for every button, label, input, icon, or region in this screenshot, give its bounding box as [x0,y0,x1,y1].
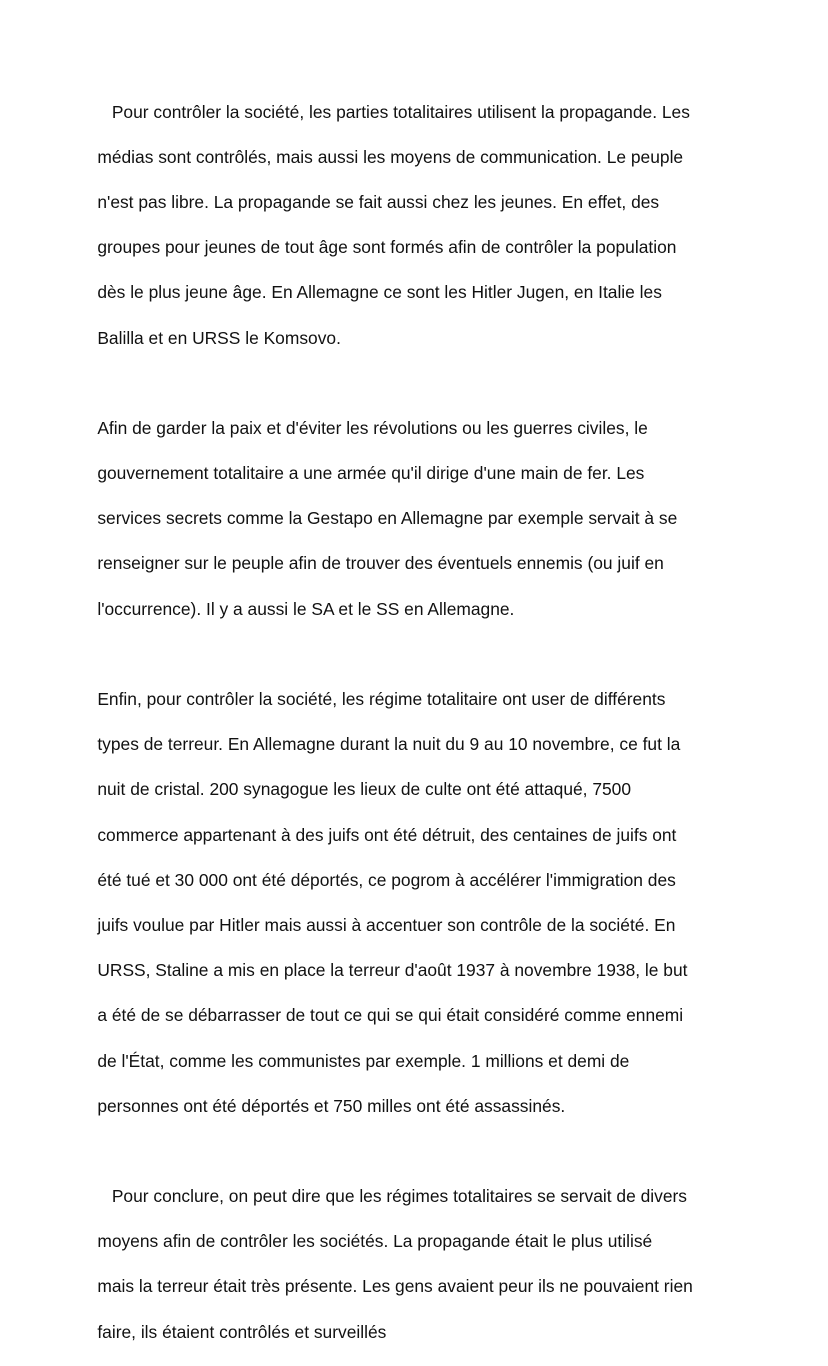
text-line: commerce appartenant à des juifs ont été détruit, des centaines de juifs ont [97,824,677,845]
text-line: renseigner sur le peuple afin de trouver des éventuels ennemis (ou juif en [97,553,664,574]
text-line: URSS, Staline a mis en place la terreur d'août 1937 à novembre 1938, le but [97,960,688,981]
text-line: Pour contrôler la société, les parties totalitaires utilisent la propagande. Les [97,101,690,122]
paragraph-gap [78,372,750,395]
text-line: moyens afin de contrôler les sociétés. La propagande était le plus utilisé [97,1231,653,1252]
text-line: mais la terreur était très présente. Les gens avaient peur ils ne pouvaient rien [97,1276,693,1297]
text-line: Afin de garder la paix et d'éviter les révolutions ou les guerres civiles, le [97,417,648,438]
paragraph-terreur [78,665,750,1139]
text-line: Enfin, pour contrôler la société, les régime totalitaire ont user de différents [97,689,666,710]
text-line: de l'État, comme les communistes par exemple. 1 millions et demi de [97,1050,630,1071]
text-line: gouvernement totalitaire a une armée qu'il dirige d'une main de fer. Les [97,463,645,484]
paragraph-propagande [78,78,750,372]
text-line: l'occurrence). Il y a aussi le SA et le SS en Allemagne. [97,598,515,619]
text-line: a été de se débarrasser de tout ce qui se qui était considéré comme ennemi [97,1005,684,1026]
text-line: services secrets comme la Gestapo en Allemagne par exemple servait à se [97,508,678,529]
text-line: Pour conclure, on peut dire que les régimes totalitaires se servait de divers [97,1186,687,1207]
text-line: groupes pour jeunes de tout âge sont formés afin de contrôler la population [97,237,677,258]
text-line: n'est pas libre. La propagande se fait aussi chez les jeunes. En effet, des [97,191,660,212]
paragraph-armee [78,394,750,643]
text-line: dès le plus jeune âge. En Allemagne ce sont les Hitler Jugen, en Italie les [97,282,662,303]
text-line: médias sont contrôlés, mais aussi les moyens de communication. Le peuple [97,146,684,167]
text-line: nuit de cristal. 200 synagogue les lieux de culte ont été attaqué, 7500 [97,779,632,800]
text-line: Balilla et en URSS le Komsovo. [97,327,341,348]
text-line: personnes ont été déportés et 750 milles ont été assassinés. [97,1095,566,1116]
text-line: été tué et 30 000 ont été déportés, ce pogrom à accélérer l'immigration des [97,869,676,890]
text-line: juifs voulue par Hitler mais aussi à accentuer son contrôle de la société. En [97,914,676,935]
text-line: types de terreur. En Allemagne durant la nuit du 9 au 10 novembre, ce fut la [97,734,681,755]
paragraph-gap [78,1140,750,1163]
paragraph-gap [78,643,750,666]
paragraph-conclusion [78,1163,750,1366]
text-line: faire, ils étaient contrôlés et surveillés [97,1321,387,1342]
document-page [78,78,750,1366]
